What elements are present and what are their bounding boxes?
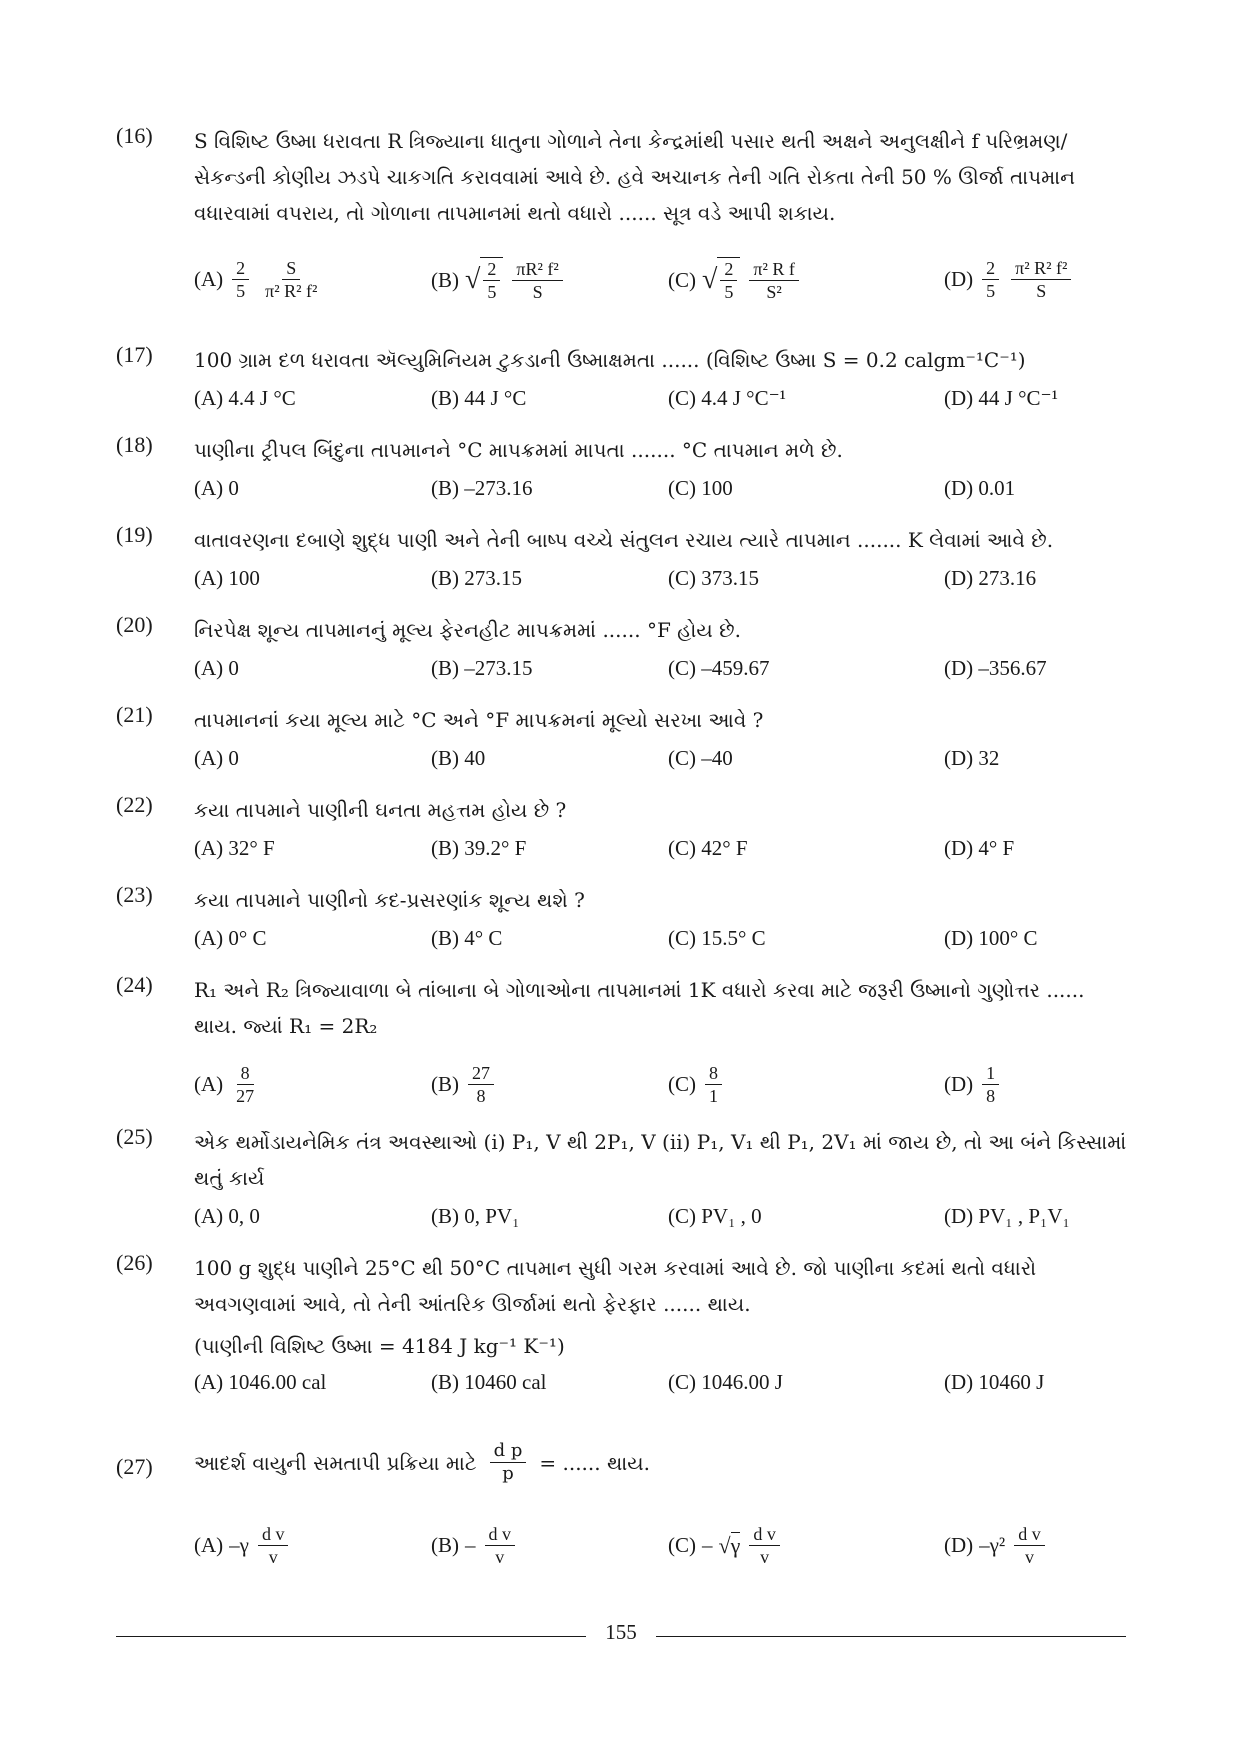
question-number: (19): [116, 522, 153, 547]
options: [194, 746, 1126, 786]
option-b: (B) 44 J °C: [431, 386, 527, 410]
question-number: (27): [116, 1454, 153, 1479]
question-17: [116, 342, 1126, 426]
option-d: (D) 273.16: [944, 566, 1037, 590]
option-a: (A) 100: [194, 566, 260, 590]
option-c: (C) 1046.00 J: [668, 1370, 783, 1394]
option-a: (A) 0: [194, 746, 239, 770]
question-text: નિરપેક્ષ શૂન્ય તાપમાનનું મૂલ્ય ફેરનહીટ માપક્રમમાં ...... °F હોય છે.: [194, 618, 741, 642]
option-c: (C) –40: [668, 746, 733, 770]
option-b: (B) $\frac{27}{8}$: [431, 1062, 497, 1107]
question-note: (પાણીની વિશિષ્ટ ઉષ્મા = 4184 J kg⁻¹ K⁻¹): [194, 1334, 565, 1358]
question-number: (24): [116, 972, 153, 997]
option-d: (D) 0.01: [944, 476, 1016, 500]
question-24: [116, 972, 1126, 1114]
option-a: (A) 32° F: [194, 836, 275, 860]
option-c: (C) PV₁ , 0: [668, 1204, 762, 1228]
option-c: (C) √ $\frac{2}{5}$ $\frac{\text{π² R f}}{\text{S²}}$: [668, 257, 802, 303]
options: [194, 386, 1126, 426]
option-d: (D) –γ² $\frac{\text{d v}}{v}$: [944, 1523, 1048, 1568]
question-text: R₁ અને R₂ ત્રિજ્યાવાળા બે તાંબાના બે ગોળાઓના તાપમાનમાં 1K વધારો કરવા માટે જરૂરી ઉષ્માનો ગુણોત્તર ...... થાય. જ્યાં R₁ = 2R₂: [194, 978, 1085, 1038]
question-text: 100 g શુદ્ધ પાણીને 25°C થી 50°C તાપમાન સુધી ગરમ કરવામાં આવે છે. જો પાણીના કદમાં થતો વધારો અવગણવામાં આવે, તો તેની આંતરિક ઊર્જામાં થતો ફેરફાર ...... થાય.: [194, 1256, 1037, 1316]
question-number: (17): [116, 342, 153, 367]
option-c: (C) 100: [668, 476, 733, 500]
option-b: (B) 273.15: [431, 566, 522, 590]
question-number: (21): [116, 702, 153, 727]
option-c: (C) 15.5° C: [668, 926, 766, 950]
options: [194, 926, 1126, 966]
question-number: (20): [116, 612, 153, 637]
question-number: (26): [116, 1250, 153, 1275]
option-a: (A) $\frac{2}{5}$ $\frac{S}{\text{π² R² f²}}$: [194, 258, 318, 301]
option-d: (D) 32: [944, 746, 1000, 770]
option-c: (C) 42° F: [668, 836, 748, 860]
question-text: તાપમાનનાં કયા મૂલ્ય માટે °C અને °F માપક્રમનાં મૂલ્યો સરખા આવે ?: [194, 708, 764, 732]
option-b: (B) – $\frac{\text{d v}}{v}$: [431, 1523, 518, 1568]
question-number: (23): [116, 882, 153, 907]
option-c: (C) – √ γ $\frac{\text{d v}}{v}$: [668, 1523, 783, 1568]
question-27: [116, 1440, 1126, 1575]
option-d: (D) 44 J °C⁻¹: [944, 386, 1058, 410]
option-a: (A) 0, 0: [194, 1204, 260, 1228]
question-text: પાણીના ટ્રીપલ બિંદુના તાપમાનને °C માપક્રમમાં માપતા ....... °C તાપમાન મળે છે.: [194, 438, 843, 462]
option-c: (C) –459.67: [668, 656, 770, 680]
question-18: [116, 432, 1126, 516]
option-a: (A) $\frac{8}{27}$: [194, 1063, 255, 1106]
question-16: [116, 123, 1126, 313]
question-number: (16): [116, 123, 153, 148]
question-number: (22): [116, 792, 153, 817]
options: [194, 1204, 1126, 1244]
option-c: (C) $\frac{8}{1}$: [668, 1062, 725, 1107]
option-b: (B) 10460 cal: [431, 1370, 547, 1394]
option-b: (B) –273.16: [431, 476, 533, 500]
options: [194, 566, 1126, 606]
option-d: (D) 100° C: [944, 926, 1038, 950]
option-d: (D) $\frac{2}{5}$ $\frac{\text{π² R² f²}}{S}$: [944, 257, 1074, 302]
footer-rule-right: [656, 1636, 1126, 1637]
question-23: [116, 882, 1126, 966]
option-b: (B) 0, PV₁: [431, 1204, 520, 1228]
option-a: (A) 1046.00 cal: [194, 1370, 327, 1394]
question-19: [116, 522, 1126, 606]
option-c: (C) 4.4 J °C⁻¹: [668, 386, 786, 410]
option-d: (D) –356.67: [944, 656, 1047, 680]
options: [194, 1370, 1126, 1410]
footer-rule-left: [116, 1636, 586, 1637]
options: [194, 656, 1126, 696]
option-a: (A) 4.4 J °C: [194, 386, 296, 410]
question-text: કયા તાપમાને પાણીની ઘનતા મહત્તમ હોય છે ?: [194, 798, 567, 822]
question-22: [116, 792, 1126, 876]
options: [194, 476, 1126, 516]
option-b: (B) 39.2° F: [431, 836, 527, 860]
question-text: આદર્શ વાયુની સમતાપી પ્રક્રિયા માટે $\frac{\text{d p}}{p}$ = ...... થાય.: [194, 1440, 650, 1484]
option-b: (B) √ $\frac{2}{5}$ $\frac{\text{πR² f²}}{S}$: [431, 257, 566, 303]
option-b: (B) –273.15: [431, 656, 533, 680]
page-number: 155: [605, 1620, 637, 1644]
question-number: (25): [116, 1124, 153, 1149]
options: [194, 1062, 1126, 1114]
option-b: (B) 4° C: [431, 926, 503, 950]
question-text: વાતાવરણના દબાણે શુદ્ધ પાણી અને તેની બાષ્પ વચ્ચે સંતુલન રચાય ત્યારે તાપમાન ....... K લેવામાં આવે છે.: [194, 528, 1054, 552]
option-a: (A) –γ $\frac{\text{d v}}{v}$: [194, 1523, 291, 1568]
question-text: S વિશિષ્ટ ઉષ્મા ધરાવતા R ત્રિજ્યાના ધાતુના ગોળાને તેના કેન્દ્રમાંથી પસાર થતી અક્ષને અનુલક્ષીને f પરિભ્રમણ/સેકન્ડની કોણીય ઝડપે ચાકગતિ કરાવવામાં આવે છે. હવે અચાનક તેની ગતિ રોકતા તેની 50 % ઊર્જા તાપમાન વધારવામાં વપરાય, તો ગોળાના તાપમાનમાં થતો વધારો ...... સૂત્ર વડે આપી શકાય.: [194, 129, 1076, 225]
option-d: (D) $\frac{1}{8}$: [944, 1062, 1002, 1107]
options: [194, 1523, 1126, 1575]
question-number: (18): [116, 432, 153, 457]
option-a: (A) 0: [194, 656, 239, 680]
question-21: [116, 702, 1126, 786]
option-d: (D) 10460 J: [944, 1370, 1045, 1394]
option-a: (A) 0: [194, 476, 239, 500]
question-text: કયા તાપમાને પાણીનો કદ-પ્રસરણાંક શૂન્ય થશે ?: [194, 888, 585, 912]
option-b: (B) 40: [431, 746, 486, 770]
option-a: (A) 0° C: [194, 926, 267, 950]
options: [194, 836, 1126, 876]
option-d: (D) 4° F: [944, 836, 1015, 860]
question-20: [116, 612, 1126, 696]
question-text: 100 ગ્રામ દળ ધરાવતા ઍલ્યુમિનિયમ ટુકડાની ઉષ્માક્ષમતા ...... (વિશિષ્ટ ઉષ્મા S = 0.2 calgm⁻¹C⁻¹): [194, 348, 1026, 372]
question-text: એક થર્મોડાયનેમિક તંત્ર અવસ્થાઓ (i) P₁, V થી 2P₁, V (ii) P₁, V₁ થી P₁, 2V₁ માં જાય છે, તો આ બંને કિસ્સામાં થતું કાર્ય: [194, 1130, 1127, 1190]
question-26: [116, 1250, 1126, 1410]
option-c: (C) 373.15: [668, 566, 759, 590]
question-25: [116, 1124, 1126, 1244]
options: [194, 257, 1126, 313]
option-d: (D) PV₁ , P₁V₁: [944, 1204, 1070, 1228]
